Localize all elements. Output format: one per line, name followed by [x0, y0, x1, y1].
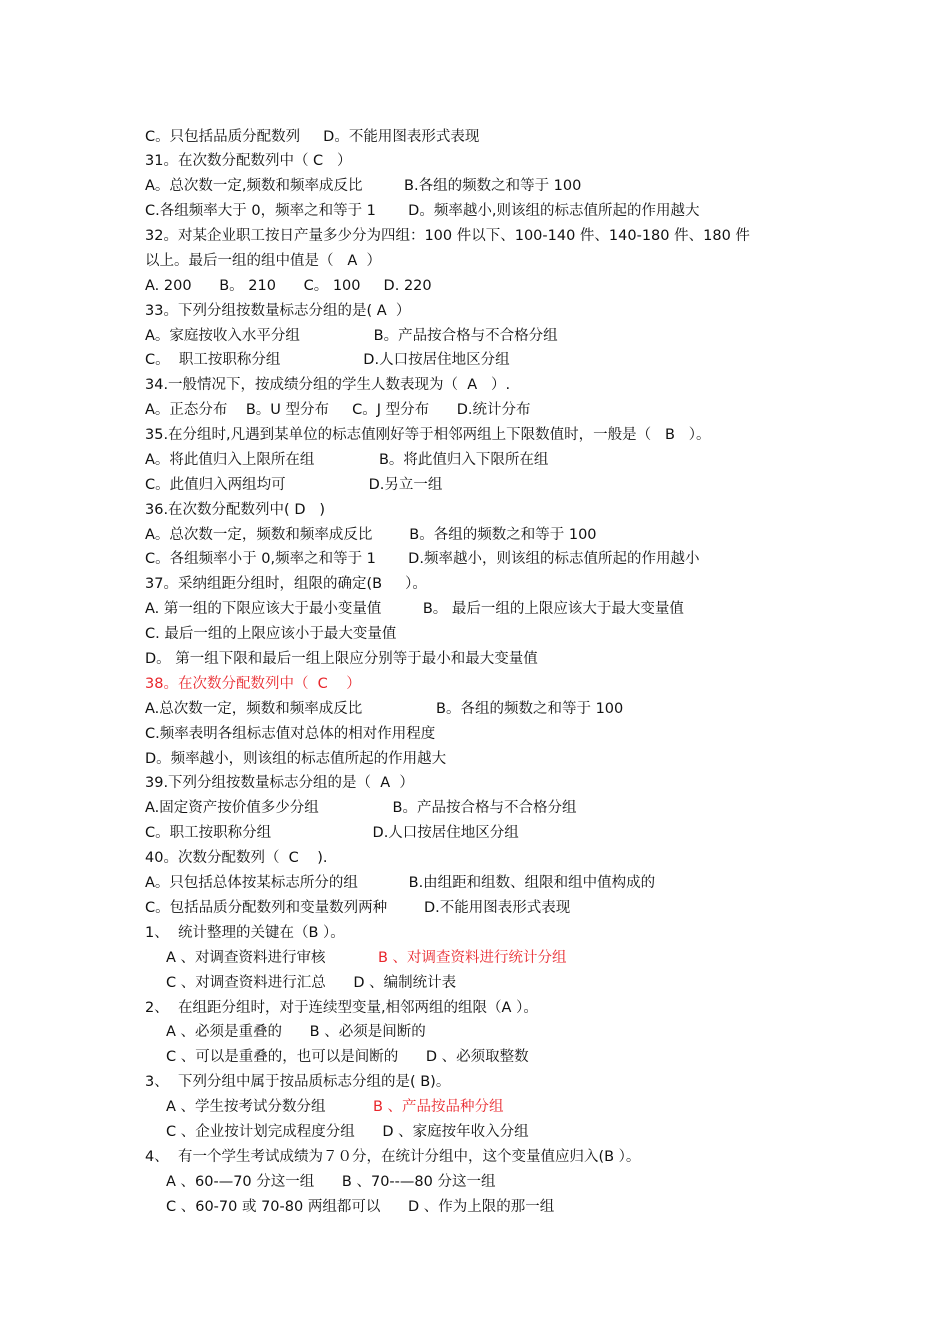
option-line: C。包括品质分配数列和变量数列两种 D.不能用图表形式表现 — [145, 900, 571, 916]
text-line: C。只包括品质分配数列 D。不能用图表形式表现 — [145, 129, 480, 145]
option-line: A.固定资产按价值多少分组 B。产品按合格与不合格分组 — [145, 800, 577, 816]
question-35: 35.在分组时,凡遇到某单位的标志值刚好等于相邻两组上下限数值时，一般是（ B ）。 — [145, 427, 711, 443]
option-line: D。频率越小，则该组的标志值所起的作用越大 — [145, 751, 447, 767]
option-line: C。 职工按职称分组 D.人口按居住地区分组 — [145, 352, 510, 368]
option-line: C 、企业按计划完成程度分组 D 、家庭按年收入分组 — [166, 1124, 529, 1140]
option-line: A。只包括总体按某标志所分的组 B.由组距和组数、组限和组中值构成的 — [145, 875, 656, 891]
question-33: 33。下列分组按数量标志分组的是( A ） — [145, 303, 411, 319]
question-40: 40。次数分配数列（ C ). — [145, 850, 328, 866]
option-line: A。正态分布 B。U 型分布 C。J 型分布 D.统计分布 — [145, 402, 531, 418]
option-line: A.总次数一定，频数和频率成反比 B。各组的频数之和等于 100 — [145, 701, 624, 717]
question-2: 2、 在组距分组时，对于连续型变量,相邻两组的组限（A ）。 — [145, 1000, 538, 1016]
answer-highlight: B 、产品按品种分组 — [373, 1099, 504, 1115]
option-line: A。家庭按收入水平分组 B。产品按合格与不合格分组 — [145, 328, 558, 344]
option-line: A 、对调查资料进行审核 — [166, 950, 326, 966]
question-31: 31。在次数分配数列中（ C ） — [145, 153, 352, 169]
option-line: C.频率表明各组标志值对总体的相对作用程度 — [145, 726, 436, 742]
option-line: C。各组频率小于 0,频率之和等于 1 D.频率越小，则该组的标志值所起的作用越小 — [145, 551, 700, 567]
question-4: 4、 有一个学生考试成绩为７０分，在统计分组中，这个变量值应归入(B ）。 — [145, 1149, 641, 1165]
question-34: 34.一般情况下，按成绩分组的学生人数表现为（ A ）. — [145, 377, 511, 393]
option-line: A 、必须是重叠的 B 、必须是间断的 — [166, 1024, 426, 1040]
question-39: 39.下列分组按数量标志分组的是（ A ） — [145, 775, 414, 791]
question-32: 32。对某企业职工按日产量多少分为四组：100 件以下、100-140 件、140-180 件、180 件 — [145, 228, 750, 244]
question-36: 36.在次数分配数列中( D ) — [145, 502, 325, 518]
option-line: C.各组频率大于 0，频率之和等于 1 D。频率越小,则该组的标志值所起的作用越大 — [145, 203, 700, 219]
question-38: 38。在次数分配数列中（ C ） — [145, 676, 361, 692]
option-line: A。将此值归入上限所在组 B。将此值归入下限所在组 — [145, 452, 549, 468]
option-line: C 、可以是重叠的，也可以是间断的 D 、必须取整数 — [166, 1049, 529, 1065]
option-line: A. 200 B。 210 C。 100 D. 220 — [145, 278, 432, 294]
option-line: C。此值归入两组均可 D.另立一组 — [145, 477, 443, 493]
option-line: C。职工按职称分组 D.人口按居住地区分组 — [145, 825, 519, 841]
option-line: A. 第一组的下限应该大于最小变量值 B。 最后一组的上限应该大于最大变量值 — [145, 601, 684, 617]
option-line: A。总次数一定，频数和频率成反比 B。各组的频数之和等于 100 — [145, 527, 597, 543]
question-37: 37。采纳组距分组时，组限的确定(B ）。 — [145, 576, 427, 592]
option-line: A 、60-—70 分这一组 B 、70--—80 分这一组 — [166, 1174, 496, 1190]
option-line: A 、学生按考试分数分组 — [166, 1099, 326, 1115]
question-1: 1、 统计整理的关键在（B ）。 — [145, 925, 345, 941]
option-line: D。 第一组下限和最后一组上限应分别等于最小和最大变量值 — [145, 651, 538, 667]
option-line: C. 最后一组的上限应该小于最大变量值 — [145, 626, 397, 642]
option-line: C 、60-70 或 70-80 两组都可以 D 、作为上限的那一组 — [166, 1199, 555, 1215]
question-3: 3、 下列分组中属于按品质标志分组的是( B)。 — [145, 1074, 451, 1090]
option-line: A。总次数一定,频数和频率成反比 B.各组的频数之和等于 100 — [145, 178, 582, 194]
option-line: C 、对调查资料进行汇总 D 、编制统计表 — [166, 975, 457, 991]
question-32-cont: 以上。最后一组的组中值是（ A ） — [145, 253, 381, 269]
answer-highlight: B 、对调查资料进行统计分组 — [378, 950, 567, 966]
